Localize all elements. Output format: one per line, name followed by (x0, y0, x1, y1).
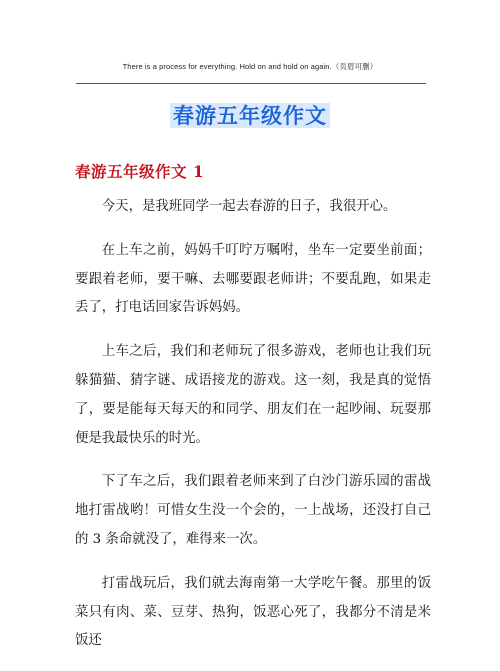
document-title (0, 100, 500, 130)
page-header-note: There is a process for everything. Hold on and hold on again.（页眉可删） (122, 62, 378, 71)
paragraph-2: 在上车之前，妈妈千叮咛万嘱咐，坐车一定要坐前面；要跟着老师，要干嘛、去哪要跟老师讲；不要乱跑，如果走丢了，打电话回家告诉妈妈。 (75, 242, 431, 316)
paragraph-5: 打雷战玩后，我们就去海南第一大学吃午餐。那里的饭菜只有肉、菜、豆芽、热狗，饭恶心死了，我都分不清是米饭还 (75, 575, 431, 649)
paragraph-3: 上车之后，我们和老师玩了很多游戏，老师也让我们玩躲猫猫、猜字谜、成语接龙的游戏。这一刻，我是真的觉悟了，要是能每天每天的和同学、朋友们在一起吵闹、玩耍那便是我最快乐的时光。 (75, 344, 431, 446)
section-heading: 春游五年级作文 1 (75, 162, 205, 181)
header-divider (76, 83, 426, 84)
article-body (75, 193, 431, 671)
document-title-text: 春游五年级作文 (170, 103, 330, 128)
paragraph-1: 今天，是我班同学一起去春游的日子，我很开心。 (101, 199, 397, 214)
paragraph-4: 下了车之后，我们跟着老师来到了白沙门游乐园的雷战地打雷战哟！可惜女生没一个会的，一上战场，还没打自己的 3 条命就没了，难得来一次。 (75, 474, 431, 547)
